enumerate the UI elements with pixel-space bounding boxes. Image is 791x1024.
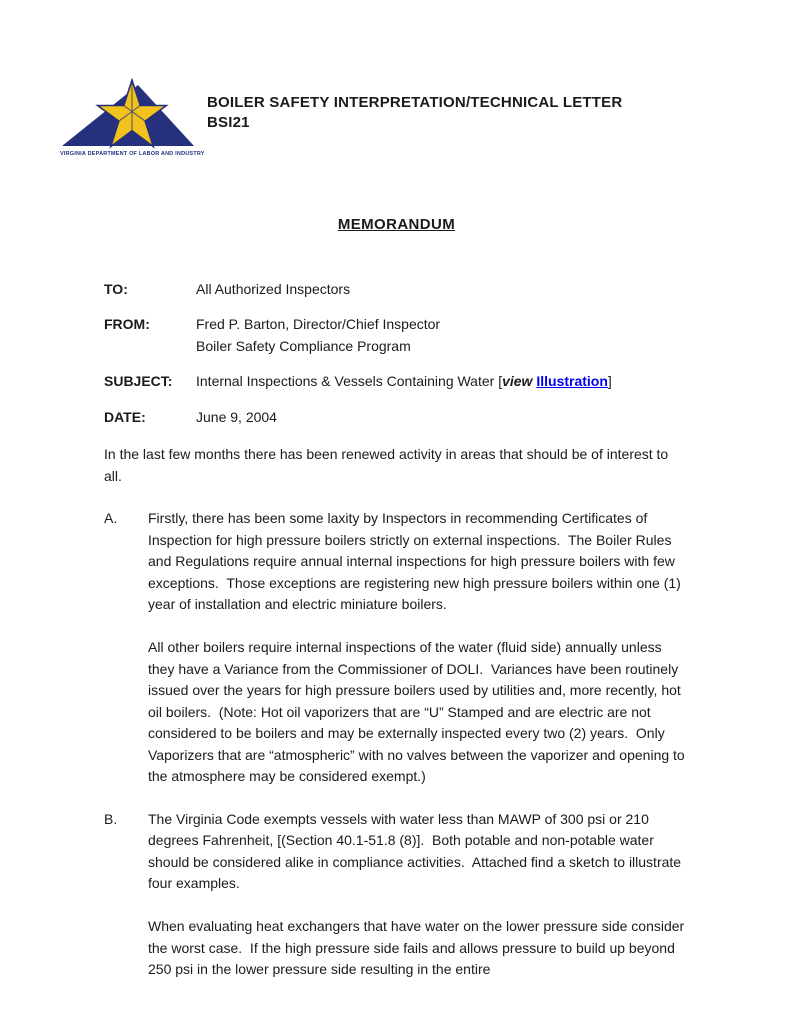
memo-fields	[104, 279, 689, 429]
subject-bracket-close: ]	[607, 373, 612, 389]
subject-text: Internal Inspections & Vessels Containing Water [	[196, 373, 503, 389]
list-item-a	[104, 508, 689, 788]
subject-view-word: view	[502, 373, 533, 389]
item-b-paragraph-2: When evaluating heat exchangers that have water on the lower pressure side consider the worst case. If the high pressure side fails and allows pressure to build up beyond 250 psi in the lower pressure side resulting in the entire	[148, 918, 689, 977]
date-value: June 9, 2004	[196, 408, 277, 425]
item-a-paragraphs	[148, 508, 689, 788]
illustration-link[interactable]: Illustration	[536, 373, 608, 389]
item-b-paragraphs	[148, 809, 689, 981]
to-label: TO:	[104, 280, 128, 297]
letterhead	[60, 78, 689, 158]
from-name-title: Fred P. Barton, Director/Chief Inspector	[196, 316, 441, 332]
document-title-line1: BOILER SAFETY INTERPRETATION/TECHNICAL LETTER	[207, 94, 623, 111]
document-number: BSI21	[207, 114, 250, 131]
intro-paragraph: In the last few months there has been renewed activity in areas that should be of interest to all.	[104, 446, 673, 484]
agency-logo	[60, 78, 205, 158]
agency-name: VIRGINIA DEPARTMENT OF LABOR AND INDUSTRY	[60, 151, 205, 157]
date-field	[104, 407, 689, 429]
subject-field	[104, 371, 689, 393]
item-a-paragraph-1: Firstly, there has been some laxity by Inspectors in recommending Certificates of Inspection for high pressure boilers strictly on external inspections. The Boiler Rules and Regulations require annual internal inspections for high pressure boilers with few exceptions. Those exceptions are registering new high pressure boilers within one (1) year of installation and electric miniature boilers.	[148, 510, 685, 612]
from-program: Boiler Safety Compliance Program	[196, 337, 411, 354]
to-field	[104, 279, 689, 301]
item-b-paragraph-1: The Virginia Code exempts vessels with water less than MAWP of 300 psi or 210 degrees Fahrenheit, [(Section 40.1-51.8 (8)]. Both potable and non-potable water should be considered alike in compliance activities. Attached find a sketch to illustrate four examples.	[148, 810, 685, 891]
item-b-label: B.	[104, 810, 118, 827]
subject-value	[196, 371, 689, 393]
document-title	[207, 78, 622, 133]
from-value	[196, 314, 689, 357]
list-item-b	[104, 809, 689, 981]
from-label: FROM:	[104, 316, 150, 332]
item-a-label: A.	[104, 510, 118, 526]
to-value: All Authorized Inspectors	[196, 280, 351, 297]
item-a-paragraph-2: All other boilers require internal inspections of the water (fluid side) annually unless they have a Variance from the Commissioner of DOLI. Variances have been routinely issued over the years for high pressure boilers used by utilities and, more recently, hot oil boilers. (Note: Hot oil vaporizers that are “U” Stamped and are electric are not considered to be boilers and may be externally inspected every two (2) years. Only Vaporizers that are “atmospheric” with no valves between the vaporizer and opening to the atmosphere may be considered exempt.)	[148, 639, 689, 784]
from-field	[104, 314, 689, 357]
memorandum-heading: MEMORANDUM	[337, 216, 456, 233]
subject-label: SUBJECT:	[104, 373, 173, 389]
mountain-star-logo-icon	[60, 78, 196, 150]
date-label: DATE:	[104, 408, 146, 425]
